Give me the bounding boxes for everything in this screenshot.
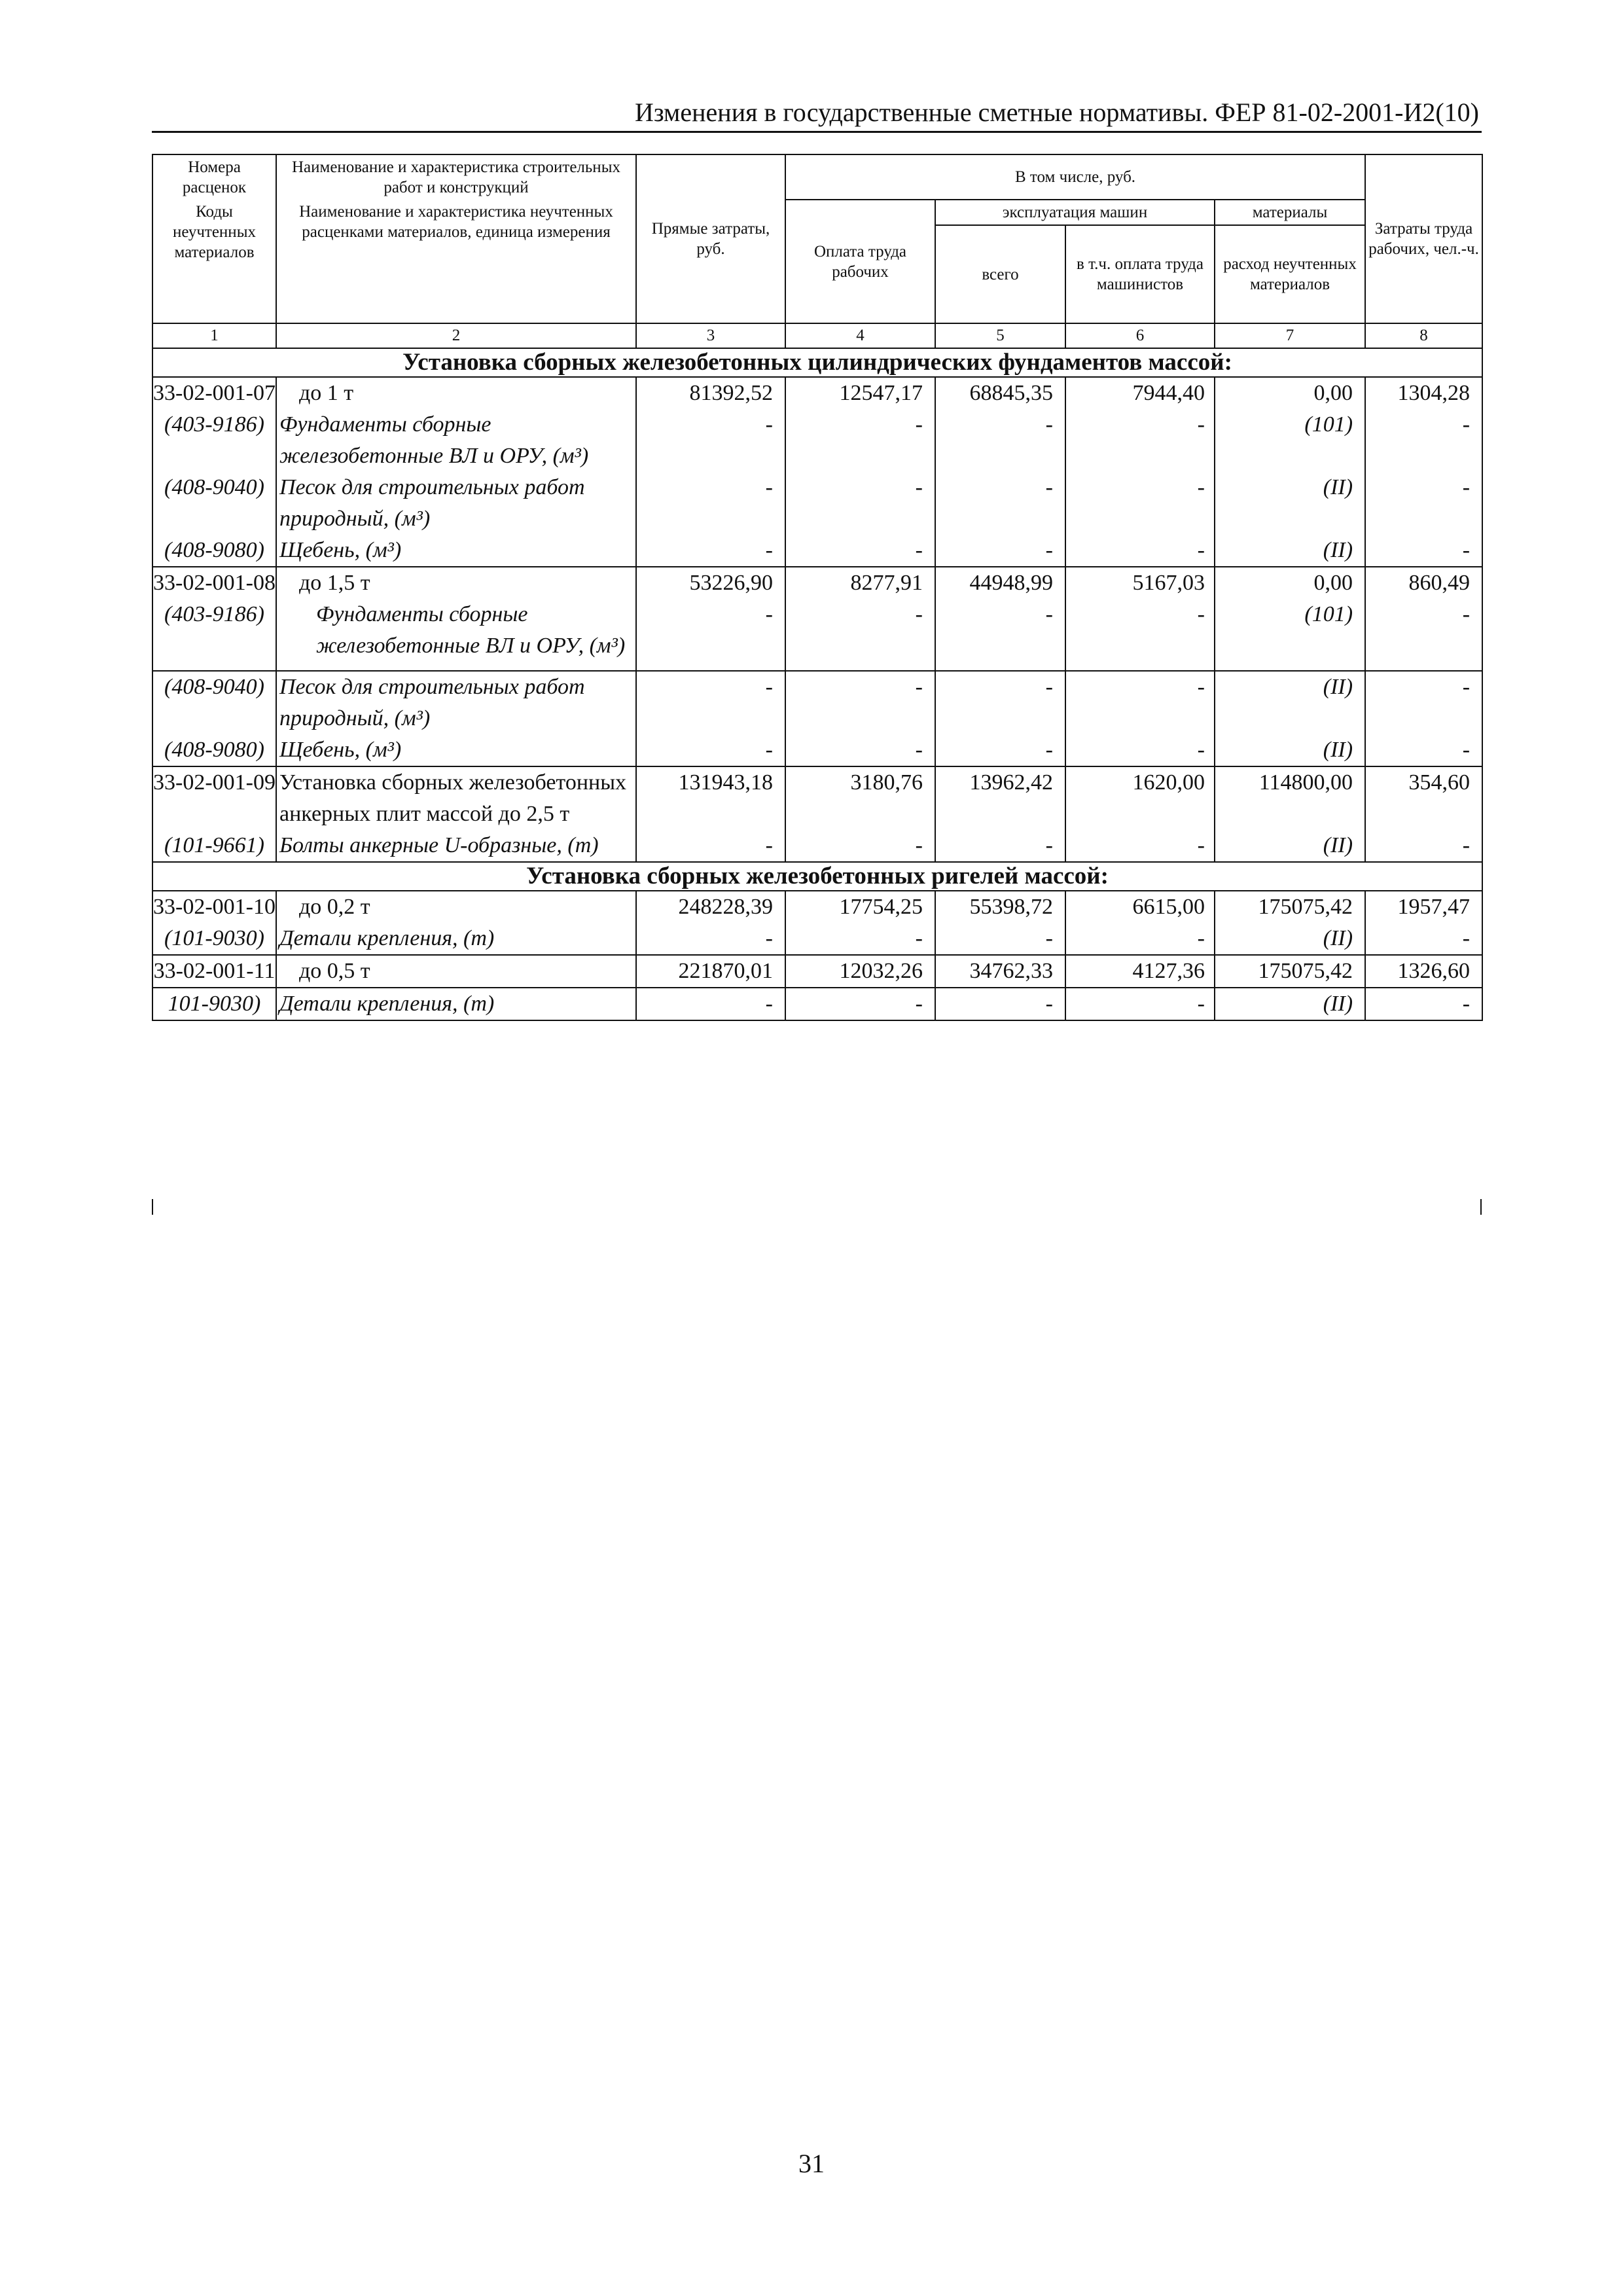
rates-table (152, 154, 1483, 1021)
section-title: Установка сборных железобетонных цилиндрических фундаментов массой: (152, 348, 1482, 377)
table-row (152, 599, 1482, 671)
column-number: 3 (636, 323, 785, 348)
header-machinists-pay: в т.ч. оплата труда машинистов (1065, 225, 1215, 323)
table-row (152, 766, 1482, 830)
header-machines-total: всего (935, 225, 1065, 323)
machinists-pay: 1620,00 (1065, 766, 1215, 830)
labor-pay: - (785, 472, 935, 535)
labor-hours: 354,60 (1365, 766, 1482, 830)
direct-cost: - (636, 599, 785, 671)
machinists-pay: - (1065, 734, 1215, 766)
header-code-bottom: Коды неучтенных материалов (152, 200, 276, 323)
header-materials-usage: расход неучтенных материалов (1215, 225, 1365, 323)
table-row (152, 472, 1482, 535)
labor-hours: - (1365, 830, 1482, 862)
materials-usage: (II) (1215, 734, 1365, 766)
labor-pay: 12032,26 (785, 955, 935, 988)
direct-cost: - (636, 923, 785, 955)
machinists-pay: 6615,00 (1065, 891, 1215, 923)
direct-cost: - (636, 671, 785, 734)
document-header-title: Изменения в государственные сметные нормативы. ФЕР 81-02-2001-И2(10) (634, 98, 1479, 127)
machines-total: 55398,72 (935, 891, 1065, 923)
direct-cost: - (636, 988, 785, 1020)
labor-pay: 12547,17 (785, 377, 935, 409)
rate-block (152, 766, 1482, 862)
table-row (152, 535, 1482, 567)
column-number: 8 (1365, 323, 1482, 348)
labor-pay: - (785, 671, 935, 734)
labor-hours: - (1365, 599, 1482, 671)
materials-usage: 0,00 (1215, 567, 1365, 599)
material-code: (408-9080) (152, 734, 276, 766)
direct-cost: 221870,01 (636, 955, 785, 988)
labor-hours: - (1365, 988, 1482, 1020)
page-number: 31 (798, 2149, 825, 2178)
material-code: (403-9186) (152, 599, 276, 671)
rate-code: 33-02-001-07 (152, 377, 276, 409)
machinists-pay: - (1065, 830, 1215, 862)
labor-pay: - (785, 988, 935, 1020)
machines-total: 44948,99 (935, 567, 1065, 599)
section-title: Установка сборных железобетонных ригелей массой: (152, 862, 1482, 891)
table-row (152, 830, 1482, 862)
material-name: Болты анкерные U-образные, (т) (276, 830, 636, 862)
header-direct-costs: Прямые затраты, руб. (636, 154, 785, 323)
labor-hours: 1304,28 (1365, 377, 1482, 409)
labor-pay: - (785, 599, 935, 671)
header-code-top: Номера расценок (152, 154, 276, 200)
machinists-pay: - (1065, 988, 1215, 1020)
material-code: (101-9030) (152, 923, 276, 955)
labor-pay: - (785, 734, 935, 766)
machines-total: - (935, 923, 1065, 955)
header-labor-pay: Оплата труда рабочих (785, 200, 935, 323)
machines-total: - (935, 988, 1065, 1020)
rate-code: 33-02-001-10 (152, 891, 276, 923)
materials-usage: 0,00 (1215, 377, 1365, 409)
table-row (152, 988, 1482, 1020)
rate-name: до 0,5 т (276, 955, 636, 988)
machines-total: - (935, 671, 1065, 734)
header-name-bottom: Наименование и характеристика неучтенных расценками материалов, единица измерения (276, 200, 636, 323)
material-code: (408-9080) (152, 535, 276, 567)
labor-hours: - (1365, 535, 1482, 567)
material-code: (408-9040) (152, 472, 276, 535)
header-materials-group: материалы (1215, 200, 1365, 225)
rate-block (152, 567, 1482, 671)
labor-hours: - (1365, 409, 1482, 472)
table-row (152, 671, 1482, 734)
labor-hours: 1326,60 (1365, 955, 1482, 988)
rate-name: Установка сборных железобетонных анкерных плит массой до 2,5 т (276, 766, 636, 830)
materials-usage: (II) (1215, 671, 1365, 734)
machines-total: - (935, 535, 1065, 567)
section-title-row (152, 348, 1482, 377)
column-number: 5 (935, 323, 1065, 348)
materials-usage: 175075,42 (1215, 955, 1365, 988)
direct-cost: - (636, 830, 785, 862)
machines-total: - (935, 734, 1065, 766)
material-name: Детали крепления, (т) (276, 923, 636, 955)
rate-name: до 1,5 т (276, 567, 636, 599)
labor-pay: - (785, 409, 935, 472)
column-number: 4 (785, 323, 935, 348)
materials-usage: 175075,42 (1215, 891, 1365, 923)
material-code: (408-9040) (152, 671, 276, 734)
table-continuation-line (152, 1199, 153, 1215)
machinists-pay: 5167,03 (1065, 567, 1215, 599)
table-row (152, 891, 1482, 923)
rate-name: до 0,2 т (276, 891, 636, 923)
table-row (152, 377, 1482, 409)
machinists-pay: - (1065, 535, 1215, 567)
rate-code: 33-02-001-08 (152, 567, 276, 599)
rate-block (152, 377, 1482, 567)
machinists-pay: - (1065, 472, 1215, 535)
machines-total: 68845,35 (935, 377, 1065, 409)
machines-total: - (935, 830, 1065, 862)
table-row (152, 734, 1482, 766)
material-name: Фундаменты сборные железобетонные ВЛ и ОРУ, (м³) (276, 599, 636, 671)
direct-cost: 131943,18 (636, 766, 785, 830)
table-row (152, 923, 1482, 955)
machines-total: - (935, 472, 1065, 535)
material-name: Песок для строительных работ природный, (м³) (276, 671, 636, 734)
labor-pay: - (785, 923, 935, 955)
material-name: Щебень, (м³) (276, 734, 636, 766)
table-row (152, 955, 1482, 988)
labor-pay: 17754,25 (785, 891, 935, 923)
machines-total: - (935, 599, 1065, 671)
machinists-pay: 7944,40 (1065, 377, 1215, 409)
header-name-top: Наименование и характеристика строительных работ и конструкций (276, 154, 636, 200)
table-continuation-line (1480, 1199, 1482, 1215)
material-code: (101-9661) (152, 830, 276, 862)
materials-usage: (101) (1215, 599, 1365, 671)
table-row (152, 567, 1482, 599)
rate-block (152, 671, 1482, 766)
labor-pay: 3180,76 (785, 766, 935, 830)
labor-pay: - (785, 535, 935, 567)
header-rule (152, 131, 1482, 133)
machines-total: 34762,33 (935, 955, 1065, 988)
materials-usage: (II) (1215, 535, 1365, 567)
labor-hours: - (1365, 472, 1482, 535)
header-machines-group: эксплуатация машин (935, 200, 1215, 225)
rate-code: 33-02-001-11 (152, 955, 276, 988)
column-number: 6 (1065, 323, 1215, 348)
machinists-pay: - (1065, 409, 1215, 472)
material-name: Щебень, (м³) (276, 535, 636, 567)
machinists-pay: - (1065, 671, 1215, 734)
material-code: (403-9186) (152, 409, 276, 472)
materials-usage: (II) (1215, 988, 1365, 1020)
column-number: 1 (152, 323, 276, 348)
labor-hours: 1957,47 (1365, 891, 1482, 923)
materials-usage: (II) (1215, 923, 1365, 955)
section-title-row (152, 862, 1482, 891)
header-labor-hours: Затраты труда рабочих, чел.-ч. (1365, 154, 1482, 323)
labor-hours: - (1365, 923, 1482, 955)
header-incl-group: В том числе, руб. (785, 154, 1365, 200)
material-code: 101-9030) (152, 988, 276, 1020)
rate-name: до 1 т (276, 377, 636, 409)
rate-block (152, 955, 1482, 988)
table-row (152, 409, 1482, 472)
material-name: Детали крепления, (т) (276, 988, 636, 1020)
direct-cost: 248228,39 (636, 891, 785, 923)
material-name: Фундаменты сборные железобетонные ВЛ и ОРУ, (м³) (276, 409, 636, 472)
machines-total: 13962,42 (935, 766, 1065, 830)
direct-cost: - (636, 409, 785, 472)
materials-usage: (II) (1215, 830, 1365, 862)
materials-usage: (II) (1215, 472, 1365, 535)
materials-usage: (101) (1215, 409, 1365, 472)
labor-hours: 860,49 (1365, 567, 1482, 599)
rate-code: 33-02-001-09 (152, 766, 276, 830)
direct-cost: 53226,90 (636, 567, 785, 599)
rate-block (152, 988, 1482, 1020)
material-name: Песок для строительных работ природный, (м³) (276, 472, 636, 535)
rate-block (152, 891, 1482, 955)
machinists-pay: 4127,36 (1065, 955, 1215, 988)
labor-hours: - (1365, 734, 1482, 766)
direct-cost: - (636, 734, 785, 766)
materials-usage: 114800,00 (1215, 766, 1365, 830)
machinists-pay: - (1065, 923, 1215, 955)
column-number: 7 (1215, 323, 1365, 348)
column-number: 2 (276, 323, 636, 348)
direct-cost: - (636, 472, 785, 535)
labor-pay: 8277,91 (785, 567, 935, 599)
machinists-pay: - (1065, 599, 1215, 671)
direct-cost: 81392,52 (636, 377, 785, 409)
direct-cost: - (636, 535, 785, 567)
labor-hours: - (1365, 671, 1482, 734)
labor-pay: - (785, 830, 935, 862)
machines-total: - (935, 409, 1065, 472)
